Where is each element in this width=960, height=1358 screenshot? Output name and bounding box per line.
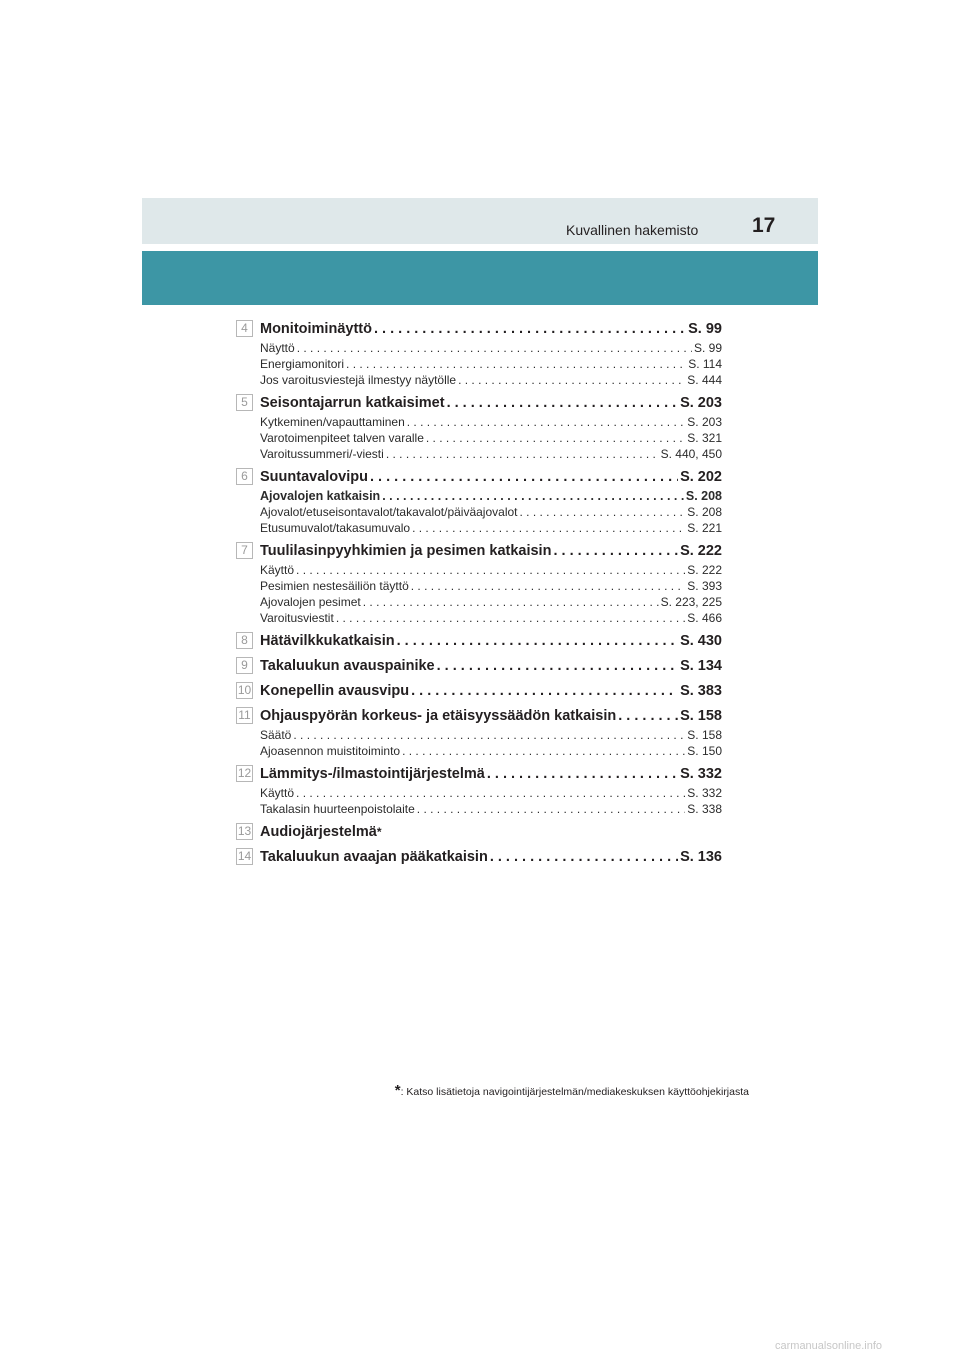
index-entry: [236, 540, 722, 626]
item-number-icon: 9: [236, 657, 253, 674]
leader-dots: [490, 846, 678, 868]
leader-dots: [618, 705, 678, 727]
sub-entry: [260, 801, 722, 817]
leader-dots: [411, 680, 678, 702]
sub-entry-label: Ajovalojen pesimet: [260, 595, 361, 609]
sub-entry-label: Takalasin huurteenpoistolaite: [260, 802, 415, 816]
page-reference: S. 99: [693, 341, 722, 355]
sub-entry: [260, 610, 722, 626]
leader-dots: [370, 466, 678, 488]
index-entry: [236, 705, 722, 759]
page-reference: S. 114: [688, 357, 722, 371]
sub-entry-label: Pesimien nestesäiliön täyttö: [260, 579, 409, 593]
entry-heading: [260, 466, 722, 488]
index-entry: [236, 846, 722, 868]
entry-title: Konepellin avausvipu: [260, 683, 410, 699]
leader-dots: [346, 356, 686, 372]
page-reference: S. 223, 225: [660, 595, 722, 609]
entry-title: Tuulilasinpyyhkimien ja pesimen katkaisin: [260, 543, 552, 559]
page-reference: S. 150: [687, 744, 722, 758]
watermark: carmanualsonline.info: [775, 1340, 883, 1352]
sub-entry-label: Varoitusviestit: [260, 611, 334, 625]
index-entry: [236, 680, 722, 702]
leader-dots: [487, 763, 678, 785]
page-reference: S. 338: [687, 802, 722, 816]
entry-title: Ohjauspyörän korkeus- ja etäisyyssäädön katkaisin: [260, 708, 617, 724]
entry-heading: [260, 680, 722, 702]
leader-dots: [437, 655, 678, 677]
page-reference: S. 221: [687, 521, 722, 535]
footnote-asterisk: *: [394, 1082, 401, 1099]
leader-dots: [402, 743, 685, 759]
item-number-icon: 8: [236, 632, 253, 649]
item-number-icon: 10: [237, 683, 252, 697]
entry-title: Suuntavalovipu: [260, 469, 368, 485]
entry-heading: [260, 540, 722, 562]
leader-dots: [297, 340, 692, 356]
sub-entry: [260, 504, 722, 520]
item-number-icon: 12: [237, 766, 252, 780]
item-number-icon: 5: [236, 394, 253, 411]
entry-heading: [260, 705, 722, 727]
sub-entry-label: Varotoimenpiteet talven varalle: [260, 431, 424, 445]
page-reference: S. 203: [687, 415, 722, 429]
index-list: [236, 318, 722, 871]
entry-title: Lämmitys-/ilmastointijärjestelmä: [260, 766, 485, 782]
item-number-icon: 4: [236, 320, 253, 337]
item-number-icon: 7: [236, 542, 253, 559]
index-entry: [236, 392, 722, 462]
leader-dots: [447, 392, 679, 414]
sub-entry: [260, 430, 722, 446]
leader-dots: [412, 520, 685, 536]
sub-entry: [260, 578, 722, 594]
leader-dots: [458, 372, 685, 388]
section-band: [142, 251, 818, 305]
entry-heading: [260, 318, 722, 340]
page-reference: S. 440, 450: [660, 447, 722, 461]
sub-entry: [260, 727, 722, 743]
header-title: Kuvallinen hakemisto: [566, 222, 699, 238]
entry-title: Takaluukun avauspainike: [260, 658, 435, 674]
leader-dots: [296, 785, 685, 801]
page-reference: S. 203: [680, 395, 722, 411]
leader-dots: [363, 594, 659, 610]
sub-entry-label: Energiamonitori: [260, 357, 345, 371]
page-reference: S. 332: [687, 786, 722, 800]
index-entry: [236, 630, 722, 652]
leader-dots: [407, 414, 686, 430]
page-reference: S. 222: [687, 563, 722, 577]
entry-heading: [260, 655, 722, 677]
footnote: [395, 1082, 749, 1099]
sub-entry-label: Käyttö: [260, 786, 295, 800]
leader-dots: [553, 540, 678, 562]
leader-dots: [382, 488, 684, 504]
leader-dots: [417, 801, 686, 817]
sub-entry: [260, 372, 722, 388]
sub-entry: [260, 594, 722, 610]
page-reference: S. 134: [680, 658, 722, 674]
entry-heading: [260, 392, 722, 414]
page-reference: S. 208: [685, 489, 722, 503]
index-entry: [236, 318, 722, 388]
sub-entry-label: Säätö: [260, 728, 292, 742]
item-number-icon: 6: [236, 468, 253, 485]
page-reference: S. 321: [687, 431, 722, 445]
entry-heading: [260, 821, 722, 843]
leader-dots: [293, 727, 685, 743]
page-reference: S. 466: [687, 611, 722, 625]
sub-entry-label: Ajovalojen katkaisin: [260, 489, 381, 503]
sub-entry-label: Ajoasennon muistitoiminto: [260, 744, 401, 758]
sub-entry: [260, 356, 722, 372]
page-reference: S. 99: [688, 321, 722, 337]
leader-dots: [411, 578, 686, 594]
index-entry: [236, 655, 722, 677]
leader-dots: [336, 610, 685, 626]
leader-dots: [426, 430, 685, 446]
entry-heading: [260, 630, 722, 652]
entry-title: Seisontajarrun katkaisimet: [260, 395, 445, 411]
page-reference: S. 158: [680, 708, 722, 724]
page-reference: S. 430: [680, 633, 722, 649]
leader-dots: [296, 562, 685, 578]
entry-title: Audiojärjestelmä: [260, 824, 377, 840]
entry-title: Takaluukun avaajan pääkatkaisin: [260, 849, 488, 865]
sub-entry-label: Etusumuvalot/takasumuvalo: [260, 521, 411, 535]
page-reference: S. 208: [687, 505, 722, 519]
page-reference: S. 393: [687, 579, 722, 593]
entry-title: Hätävilkkukatkaisin: [260, 633, 395, 649]
item-number-icon: 14: [237, 849, 252, 863]
sub-entry: [260, 414, 722, 430]
page-reference: S. 383: [680, 683, 722, 699]
sub-entry: [260, 446, 722, 462]
sub-entry: [260, 562, 722, 578]
sub-entry: [260, 743, 722, 759]
leader-dots: [374, 318, 686, 340]
sub-entry: [260, 520, 722, 536]
header-bar: [142, 198, 818, 244]
page-reference: S. 136: [680, 849, 722, 865]
index-entry: [236, 763, 722, 817]
footnote-text: : Katso lisätietoja navigointijärjestelmän/mediakeskuksen käyttöohjekirjasta: [400, 1086, 749, 1098]
leader-dots: [397, 630, 678, 652]
sub-entry: [260, 340, 722, 356]
sub-entry-label: Kytkeminen/vapauttaminen: [260, 415, 405, 429]
page-reference: S. 332: [680, 766, 722, 782]
sub-entry-label: Käyttö: [260, 563, 295, 577]
entry-title: Monitoiminäyttö: [260, 321, 372, 337]
page-reference: S. 444: [687, 373, 722, 387]
sub-entry: [260, 785, 722, 801]
page-reference: S. 222: [680, 543, 722, 559]
index-entry: [236, 466, 722, 536]
asterisk-mark: *: [376, 825, 382, 839]
page-number: 17: [752, 214, 776, 237]
sub-entry: [260, 488, 722, 504]
leader-dots: [386, 446, 659, 462]
entry-heading: [260, 763, 722, 785]
page-reference: S. 202: [680, 469, 722, 485]
leader-dots: [520, 504, 686, 520]
sub-entry-label: Näyttö: [260, 341, 295, 355]
sub-entry-label: Ajovalot/etuseisontavalot/takavalot/päiväajovalot: [260, 505, 518, 519]
item-number-icon: 13: [237, 824, 252, 838]
index-entry: [236, 821, 722, 843]
sub-entry-label: Jos varoitusviestejä ilmestyy näytölle: [260, 373, 457, 387]
entry-heading: [260, 846, 722, 868]
page-reference: S. 158: [687, 728, 722, 742]
sub-entry-label: Varoitussummeri/-viesti: [260, 447, 384, 461]
item-number-icon: 11: [236, 707, 253, 724]
